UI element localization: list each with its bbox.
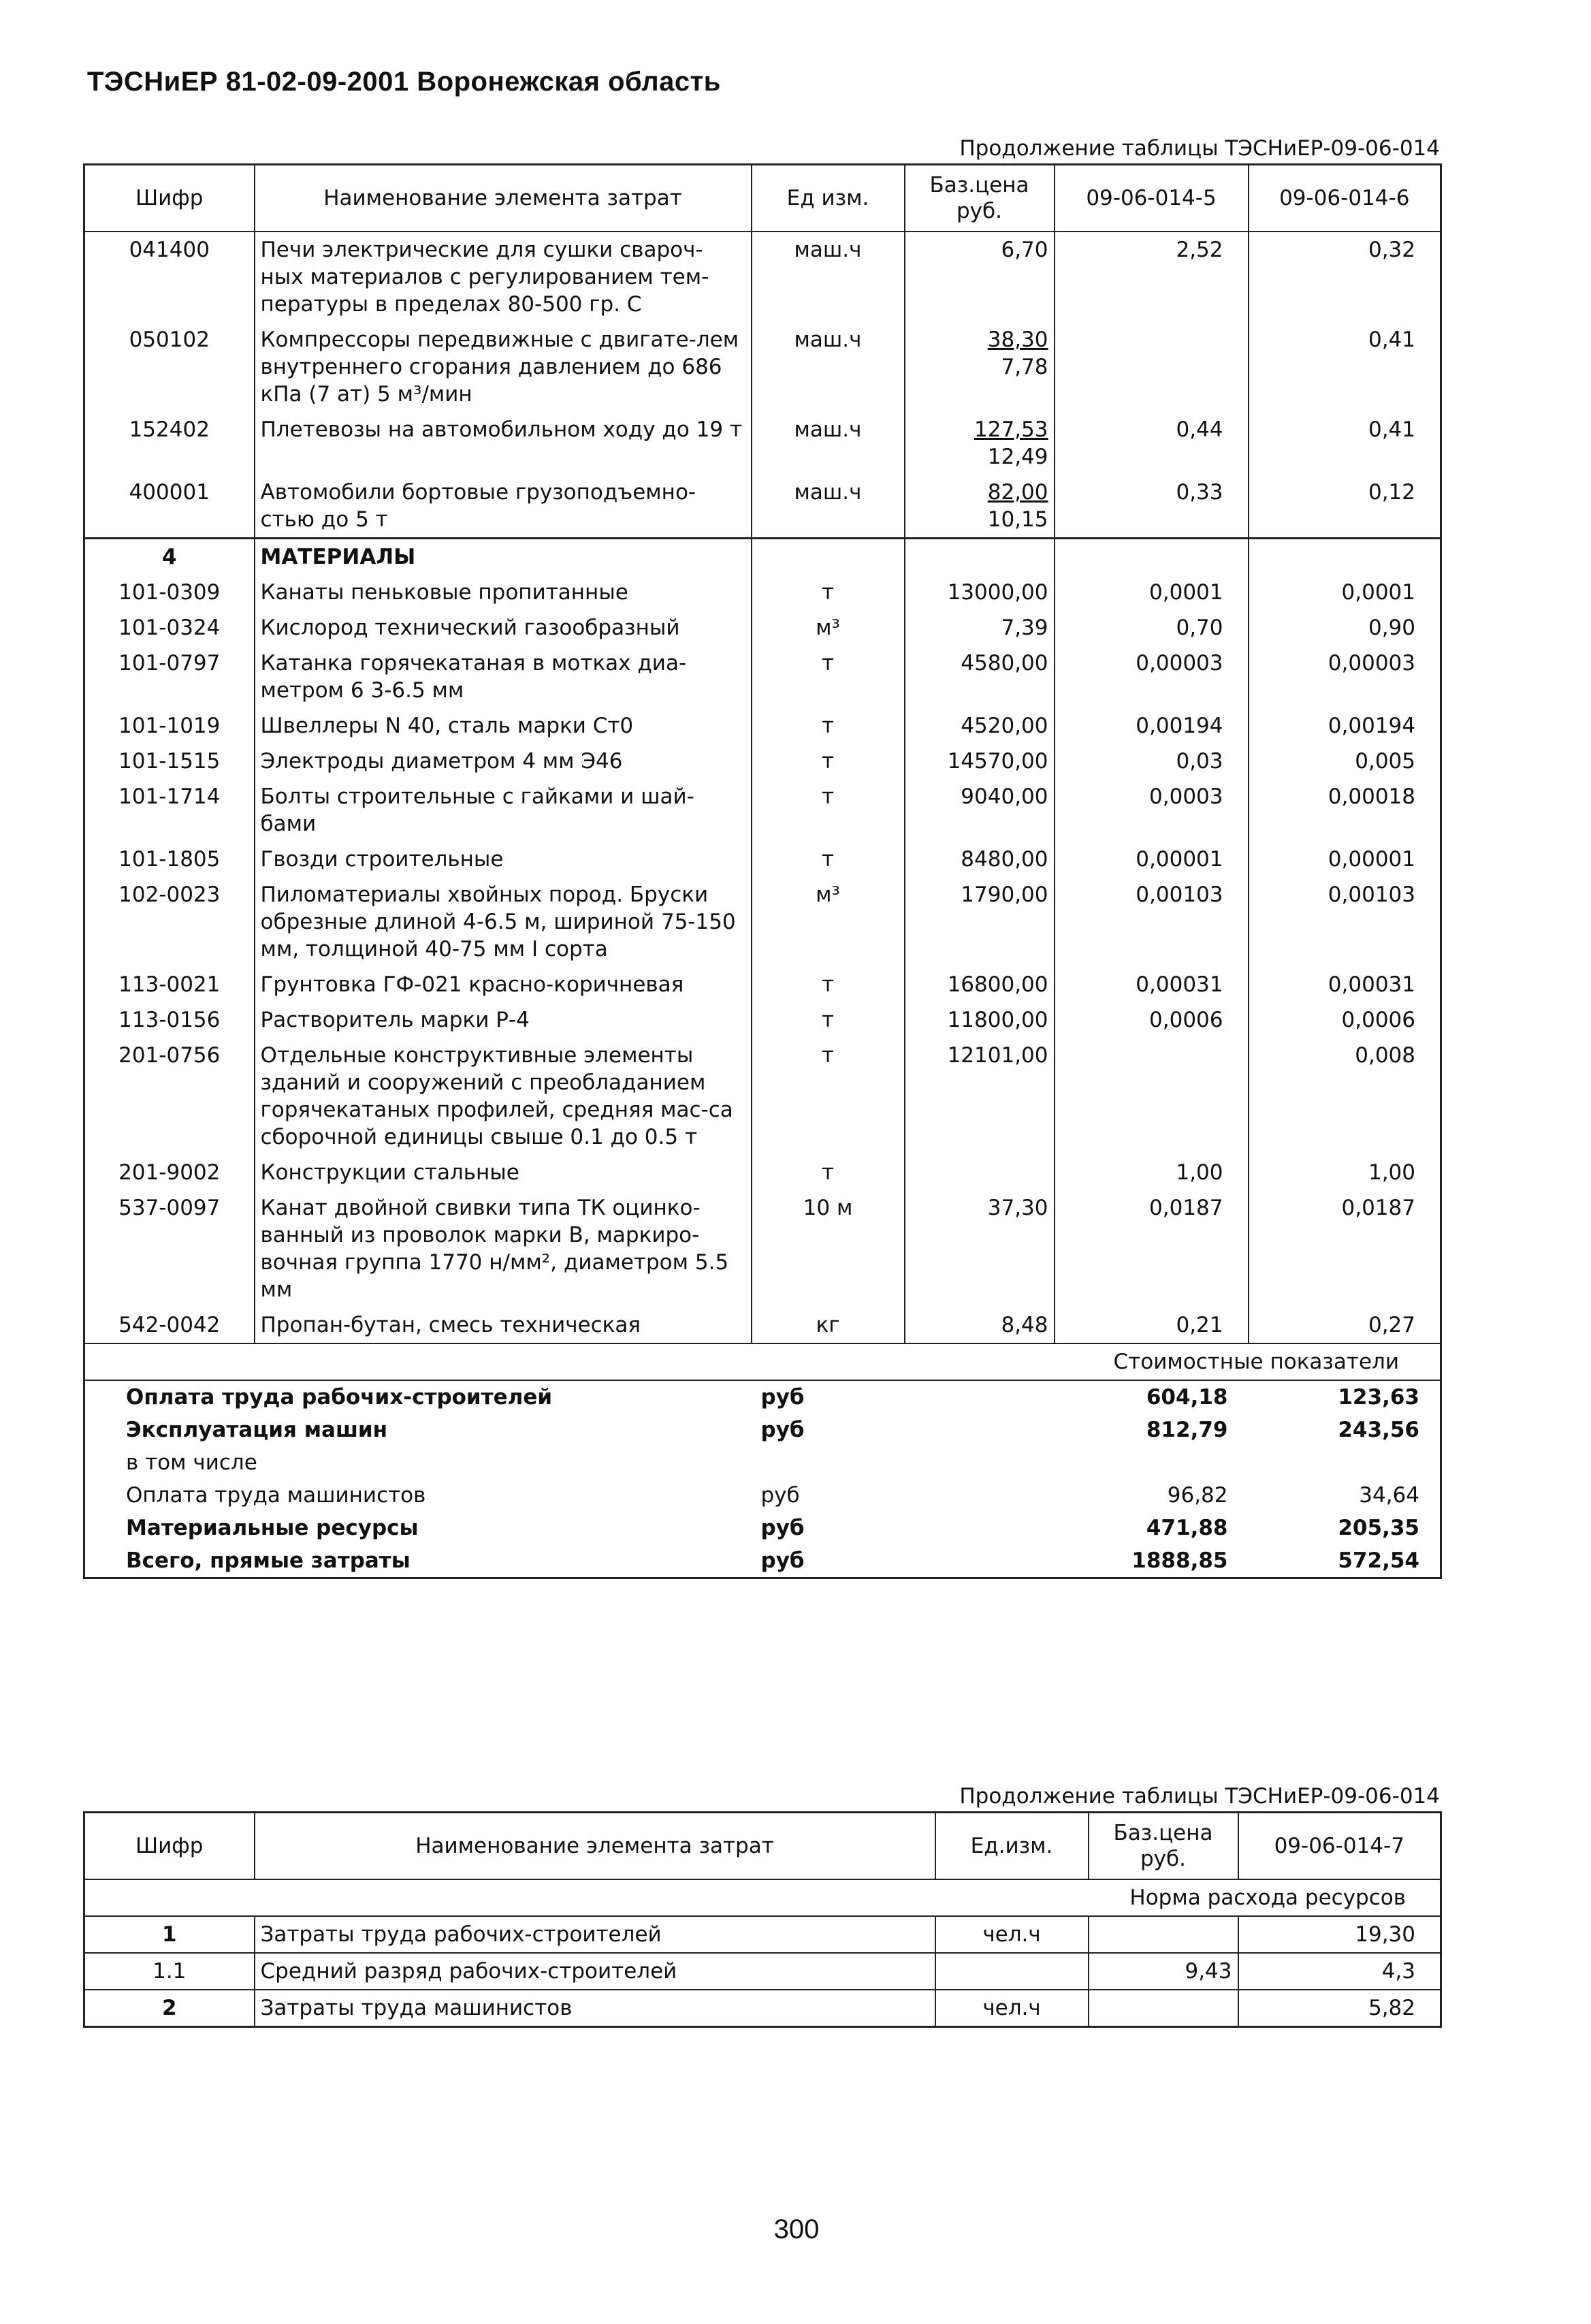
row-price: 1790,00 [905, 877, 1055, 967]
row-name: Плетевозы на автомобильном ходу до 19 т [255, 412, 752, 475]
total-unit: руб [760, 1516, 805, 1540]
section-code: 4 [84, 539, 255, 575]
total-empty-cell [905, 1512, 1055, 1544]
row-name: Электроды диаметром 4 мм Э46 [255, 744, 752, 779]
row-code: 102-0023 [84, 877, 255, 967]
row-price [905, 232, 1055, 322]
row-price: 9040,00 [905, 779, 1055, 842]
table-row [84, 1916, 1441, 1953]
section-empty-cell [1055, 539, 1249, 575]
col-7-header: 09-06-014-7 [1238, 1813, 1441, 1880]
row-code: 1.1 [84, 1953, 255, 1990]
row-price: 13000,00 [905, 575, 1055, 610]
row-price-labor: 10,15 [987, 507, 1048, 532]
total-value-5: 96,82 [1167, 1483, 1228, 1508]
total-value-5 [1055, 1446, 1249, 1479]
row-value-7: 19,30 [1238, 1916, 1441, 1953]
row-name: Затраты труда машинистов [255, 1990, 935, 2027]
table-row [84, 744, 1441, 779]
row-price-labor: 12,49 [987, 445, 1048, 469]
row-name: Компрессоры передвижные с двигате-лем внутреннего сгорания давлением до 686 кПа (7 ат) 5 м³/мин [255, 322, 752, 412]
total-label: Эксплуатация машин [126, 1418, 388, 1442]
table-row [84, 232, 1441, 322]
row-price-value: 6,70 [1001, 238, 1048, 262]
row-value-5: 0,0006 [1055, 1002, 1249, 1038]
col-5-header: 09-06-014-5 [1055, 165, 1249, 232]
row-value-6: 0,41 [1249, 322, 1441, 412]
row-value-5: 1,00 [1055, 1155, 1249, 1190]
section-name: МАТЕРИАЛЫ [255, 539, 752, 575]
row-code: 101-1019 [84, 708, 255, 744]
row-value-6: 0,005 [1249, 744, 1441, 779]
table-row [84, 575, 1441, 610]
total-value-5: 812,79 [1146, 1418, 1228, 1442]
row-name: Гвозди строительные [255, 842, 752, 877]
row-price: 16800,00 [905, 967, 1055, 1002]
row-code: 101-0309 [84, 575, 255, 610]
row-unit [935, 1953, 1089, 1990]
col-price-header: Баз.цена руб. [905, 165, 1055, 232]
row-unit: т [752, 575, 905, 610]
table1-caption: Продолжение таблицы ТЭСНиЕР-09-06-014 [959, 136, 1440, 161]
row-price [905, 412, 1055, 475]
row-value-5: 0,03 [1055, 744, 1249, 779]
table1-header-row [84, 165, 1441, 232]
col-unit-header: Ед изм. [752, 165, 905, 232]
section-empty-cell [905, 539, 1055, 575]
col-6-header: 09-06-014-6 [1249, 165, 1441, 232]
row-value-5: 2,52 [1055, 232, 1249, 322]
row-value-6: 0,00003 [1249, 646, 1441, 708]
row-value-5: 0,00194 [1055, 708, 1249, 744]
table-row [84, 1038, 1441, 1155]
cost-header-row [84, 1343, 1441, 1380]
row-name: Пиломатериалы хвойных пород. Бруски обрезные длиной 4-6.5 м, шириной 75-150 мм, толщиной 40-75 мм I сорта [255, 877, 752, 967]
row-code: 152402 [84, 412, 255, 475]
row-value-5: 0,0001 [1055, 575, 1249, 610]
row-value-6: 0,00018 [1249, 779, 1441, 842]
row-price [905, 1155, 1055, 1190]
total-label: Оплата труда машинистов [126, 1483, 426, 1508]
col-price-header: Баз.цена руб. [1089, 1813, 1238, 1880]
row-name: Кислород технический газообразный [255, 610, 752, 646]
row-value-5: 0,70 [1055, 610, 1249, 646]
total-value-6: 34,64 [1359, 1483, 1419, 1508]
row-code: 113-0021 [84, 967, 255, 1002]
row-code: 041400 [84, 232, 255, 322]
row-price: 8,48 [905, 1307, 1055, 1343]
total-unit [752, 1446, 905, 1479]
row-value-5: 0,0003 [1055, 779, 1249, 842]
row-unit: маш.ч [752, 412, 905, 475]
row-value-6: 0,90 [1249, 610, 1441, 646]
total-row [84, 1380, 1441, 1414]
total-row [84, 1446, 1441, 1479]
row-value-6: 0,008 [1249, 1038, 1441, 1155]
col-name-header: Наименование элемента затрат [255, 165, 752, 232]
table-row [84, 877, 1441, 967]
col-code-header: Шифр [84, 1813, 255, 1880]
row-name: Канаты пеньковые пропитанные [255, 575, 752, 610]
total-empty-cell [905, 1544, 1055, 1578]
row-code: 101-0324 [84, 610, 255, 646]
row-value-6: 1,00 [1249, 1155, 1441, 1190]
row-code: 101-1515 [84, 744, 255, 779]
row-value-5: 0,00001 [1055, 842, 1249, 877]
row-value-5: 0,33 [1055, 475, 1249, 539]
row-name: Швеллеры N 40, сталь марки Ст0 [255, 708, 752, 744]
row-name: Болты строительные с гайками и шай-бами [255, 779, 752, 842]
row-name: Канат двойной свивки типа ТК оцинко-ванный из проволок марки В, маркиро-вочная группа 1770 н/мм², диаметром 5.5 мм [255, 1190, 752, 1307]
row-name: Катанка горячекатаная в мотках диа-метром 6 3-6.5 мм [255, 646, 752, 708]
table-row [84, 1155, 1441, 1190]
row-value-6: 0,00194 [1249, 708, 1441, 744]
row-value-6: 0,0187 [1249, 1190, 1441, 1307]
row-value-6: 0,00103 [1249, 877, 1441, 967]
col-name-header: Наименование элемента затрат [255, 1813, 935, 1880]
row-name: Грунтовка ГФ-021 красно-коричневая [255, 967, 752, 1002]
row-value-6: 0,32 [1249, 232, 1441, 322]
table-row [84, 1307, 1441, 1343]
table-row [84, 610, 1441, 646]
row-code: 101-1714 [84, 779, 255, 842]
row-unit: т [752, 1038, 905, 1155]
table-row [84, 842, 1441, 877]
total-row [84, 1414, 1441, 1446]
row-price: 9,43 [1089, 1953, 1238, 1990]
row-unit: маш.ч [752, 322, 905, 412]
row-name: Растворитель марки Р-4 [255, 1002, 752, 1038]
row-unit: м³ [752, 610, 905, 646]
row-name: Автомобили бортовые грузоподъемно-стью до 5 т [255, 475, 752, 539]
total-unit: руб [760, 1483, 800, 1508]
row-price: 37,30 [905, 1190, 1055, 1307]
row-value-6: 0,12 [1249, 475, 1441, 539]
total-value-6: 572,54 [1249, 1544, 1441, 1578]
row-unit: т [752, 1002, 905, 1038]
table-row [84, 967, 1441, 1002]
total-unit: руб [760, 1385, 805, 1410]
row-code: 542-0042 [84, 1307, 255, 1343]
row-name: Пропан-бутан, смесь техническая [255, 1307, 752, 1343]
row-unit: т [752, 744, 905, 779]
row-value-6: 0,00001 [1249, 842, 1441, 877]
row-unit: т [752, 646, 905, 708]
row-code: 201-0756 [84, 1038, 255, 1155]
total-value-6: 243,56 [1338, 1418, 1419, 1442]
row-value-7: 4,3 [1238, 1953, 1441, 1990]
row-name: Печи электрические для сушки свароч-ных материалов с регулированием тем-пературы в пределах 80-500 гр. С [255, 232, 752, 322]
row-price [1089, 1990, 1238, 2027]
total-unit: руб [760, 1418, 805, 1442]
table-row [84, 1990, 1441, 2027]
row-value-6: 0,27 [1249, 1307, 1441, 1343]
row-price: 14570,00 [905, 744, 1055, 779]
table-row [84, 1002, 1441, 1038]
table-row [84, 779, 1441, 842]
section-row [84, 539, 1441, 575]
row-unit: т [752, 1155, 905, 1190]
table2-header-row [84, 1813, 1441, 1880]
row-unit: кг [752, 1307, 905, 1343]
total-value-6 [1249, 1446, 1441, 1479]
total-row [84, 1544, 1441, 1578]
table-row [84, 1953, 1441, 1990]
col-unit-header: Ед.изм. [935, 1813, 1089, 1880]
table2-caption: Продолжение таблицы ТЭСНиЕР-09-06-014 [959, 1784, 1440, 1809]
row-price: 11800,00 [905, 1002, 1055, 1038]
row-code: 2 [84, 1990, 255, 2027]
page-title: ТЭСНиЕР 81-02-09-2001 Воронежская область [87, 67, 721, 97]
row-value-6: 0,41 [1249, 412, 1441, 475]
total-row [84, 1479, 1441, 1512]
row-price [905, 475, 1055, 539]
row-unit: маш.ч [752, 475, 905, 539]
row-unit: т [752, 779, 905, 842]
col-code-header: Шифр [84, 165, 255, 232]
table-row [84, 708, 1441, 744]
table-row [84, 322, 1441, 412]
row-value-6: 0,0006 [1249, 1002, 1441, 1038]
table-row [84, 475, 1441, 539]
total-empty-cell [905, 1414, 1055, 1446]
table-row [84, 412, 1441, 475]
total-value-5: 471,88 [1146, 1516, 1228, 1540]
row-value-5: 0,00103 [1055, 877, 1249, 967]
row-unit: маш.ч [752, 232, 905, 322]
row-code: 201-9002 [84, 1155, 255, 1190]
row-unit: чел.ч [935, 1916, 1089, 1953]
resource-table-1 [83, 163, 1442, 1579]
row-name: Отдельные конструктивные элементы зданий и сооружений с преобладанием горячекатаных профилей, средняя мас-са сборочной единицы свыше 0.1 до 0.5 т [255, 1038, 752, 1155]
table-row [84, 1190, 1441, 1307]
cost-header: Стоимостные показатели [84, 1343, 1441, 1380]
row-code: 537-0097 [84, 1190, 255, 1307]
row-value-5: 0,21 [1055, 1307, 1249, 1343]
total-label: в том числе [126, 1450, 257, 1475]
total-empty-cell [905, 1479, 1055, 1512]
row-unit: т [752, 842, 905, 877]
row-value-6: 0,0001 [1249, 575, 1441, 610]
page-number: 300 [773, 2214, 820, 2244]
row-price [905, 322, 1055, 412]
row-name: Затраты труда рабочих-строителей [255, 1916, 935, 1953]
row-price-value: 38,30 [987, 328, 1048, 352]
row-value-7: 5,82 [1238, 1990, 1441, 2027]
row-price-value: 127,53 [974, 417, 1048, 442]
row-value-5: 0,0187 [1055, 1190, 1249, 1307]
row-value-5: 0,44 [1055, 412, 1249, 475]
row-code: 400001 [84, 475, 255, 539]
row-code: 1 [84, 1916, 255, 1953]
row-price: 4520,00 [905, 708, 1055, 744]
row-unit: т [752, 967, 905, 1002]
row-value-5: 0,00003 [1055, 646, 1249, 708]
row-value-5 [1055, 1038, 1249, 1155]
total-label: Всего, прямые затраты [84, 1544, 752, 1578]
total-value-6: 123,63 [1338, 1385, 1419, 1410]
total-value-6: 205,35 [1338, 1516, 1419, 1540]
row-price: 8480,00 [905, 842, 1055, 877]
row-name: Средний разряд рабочих-строителей [255, 1953, 935, 1990]
total-label: Оплата труда рабочих-строителей [126, 1385, 553, 1410]
norm-header: Норма расхода ресурсов [84, 1879, 1441, 1916]
row-code: 101-0797 [84, 646, 255, 708]
row-value-5: 0,00031 [1055, 967, 1249, 1002]
total-empty-cell [905, 1446, 1055, 1479]
resource-table-2 [83, 1811, 1442, 2028]
row-price-value: 82,00 [987, 480, 1048, 505]
row-price: 12101,00 [905, 1038, 1055, 1155]
total-empty-cell [905, 1380, 1055, 1414]
row-price: 7,39 [905, 610, 1055, 646]
row-unit: м³ [752, 877, 905, 967]
row-value-5 [1055, 322, 1249, 412]
total-value-5: 1888,85 [1055, 1544, 1249, 1578]
norm-header-row [84, 1879, 1441, 1916]
section-empty-cell [752, 539, 905, 575]
row-code: 113-0156 [84, 1002, 255, 1038]
row-unit: т [752, 708, 905, 744]
total-unit: руб [752, 1544, 905, 1578]
row-unit: чел.ч [935, 1990, 1089, 2027]
row-price: 4580,00 [905, 646, 1055, 708]
total-value-5: 604,18 [1146, 1385, 1228, 1410]
row-price-labor: 7,78 [1001, 355, 1048, 379]
row-unit: 10 м [752, 1190, 905, 1307]
section-empty-cell [1249, 539, 1441, 575]
row-code: 101-1805 [84, 842, 255, 877]
total-row [84, 1512, 1441, 1544]
row-name: Конструкции стальные [255, 1155, 752, 1190]
table-row [84, 646, 1441, 708]
row-price [1089, 1916, 1238, 1953]
row-code: 050102 [84, 322, 255, 412]
row-value-6: 0,00031 [1249, 967, 1441, 1002]
total-label: Материальные ресурсы [126, 1516, 419, 1540]
